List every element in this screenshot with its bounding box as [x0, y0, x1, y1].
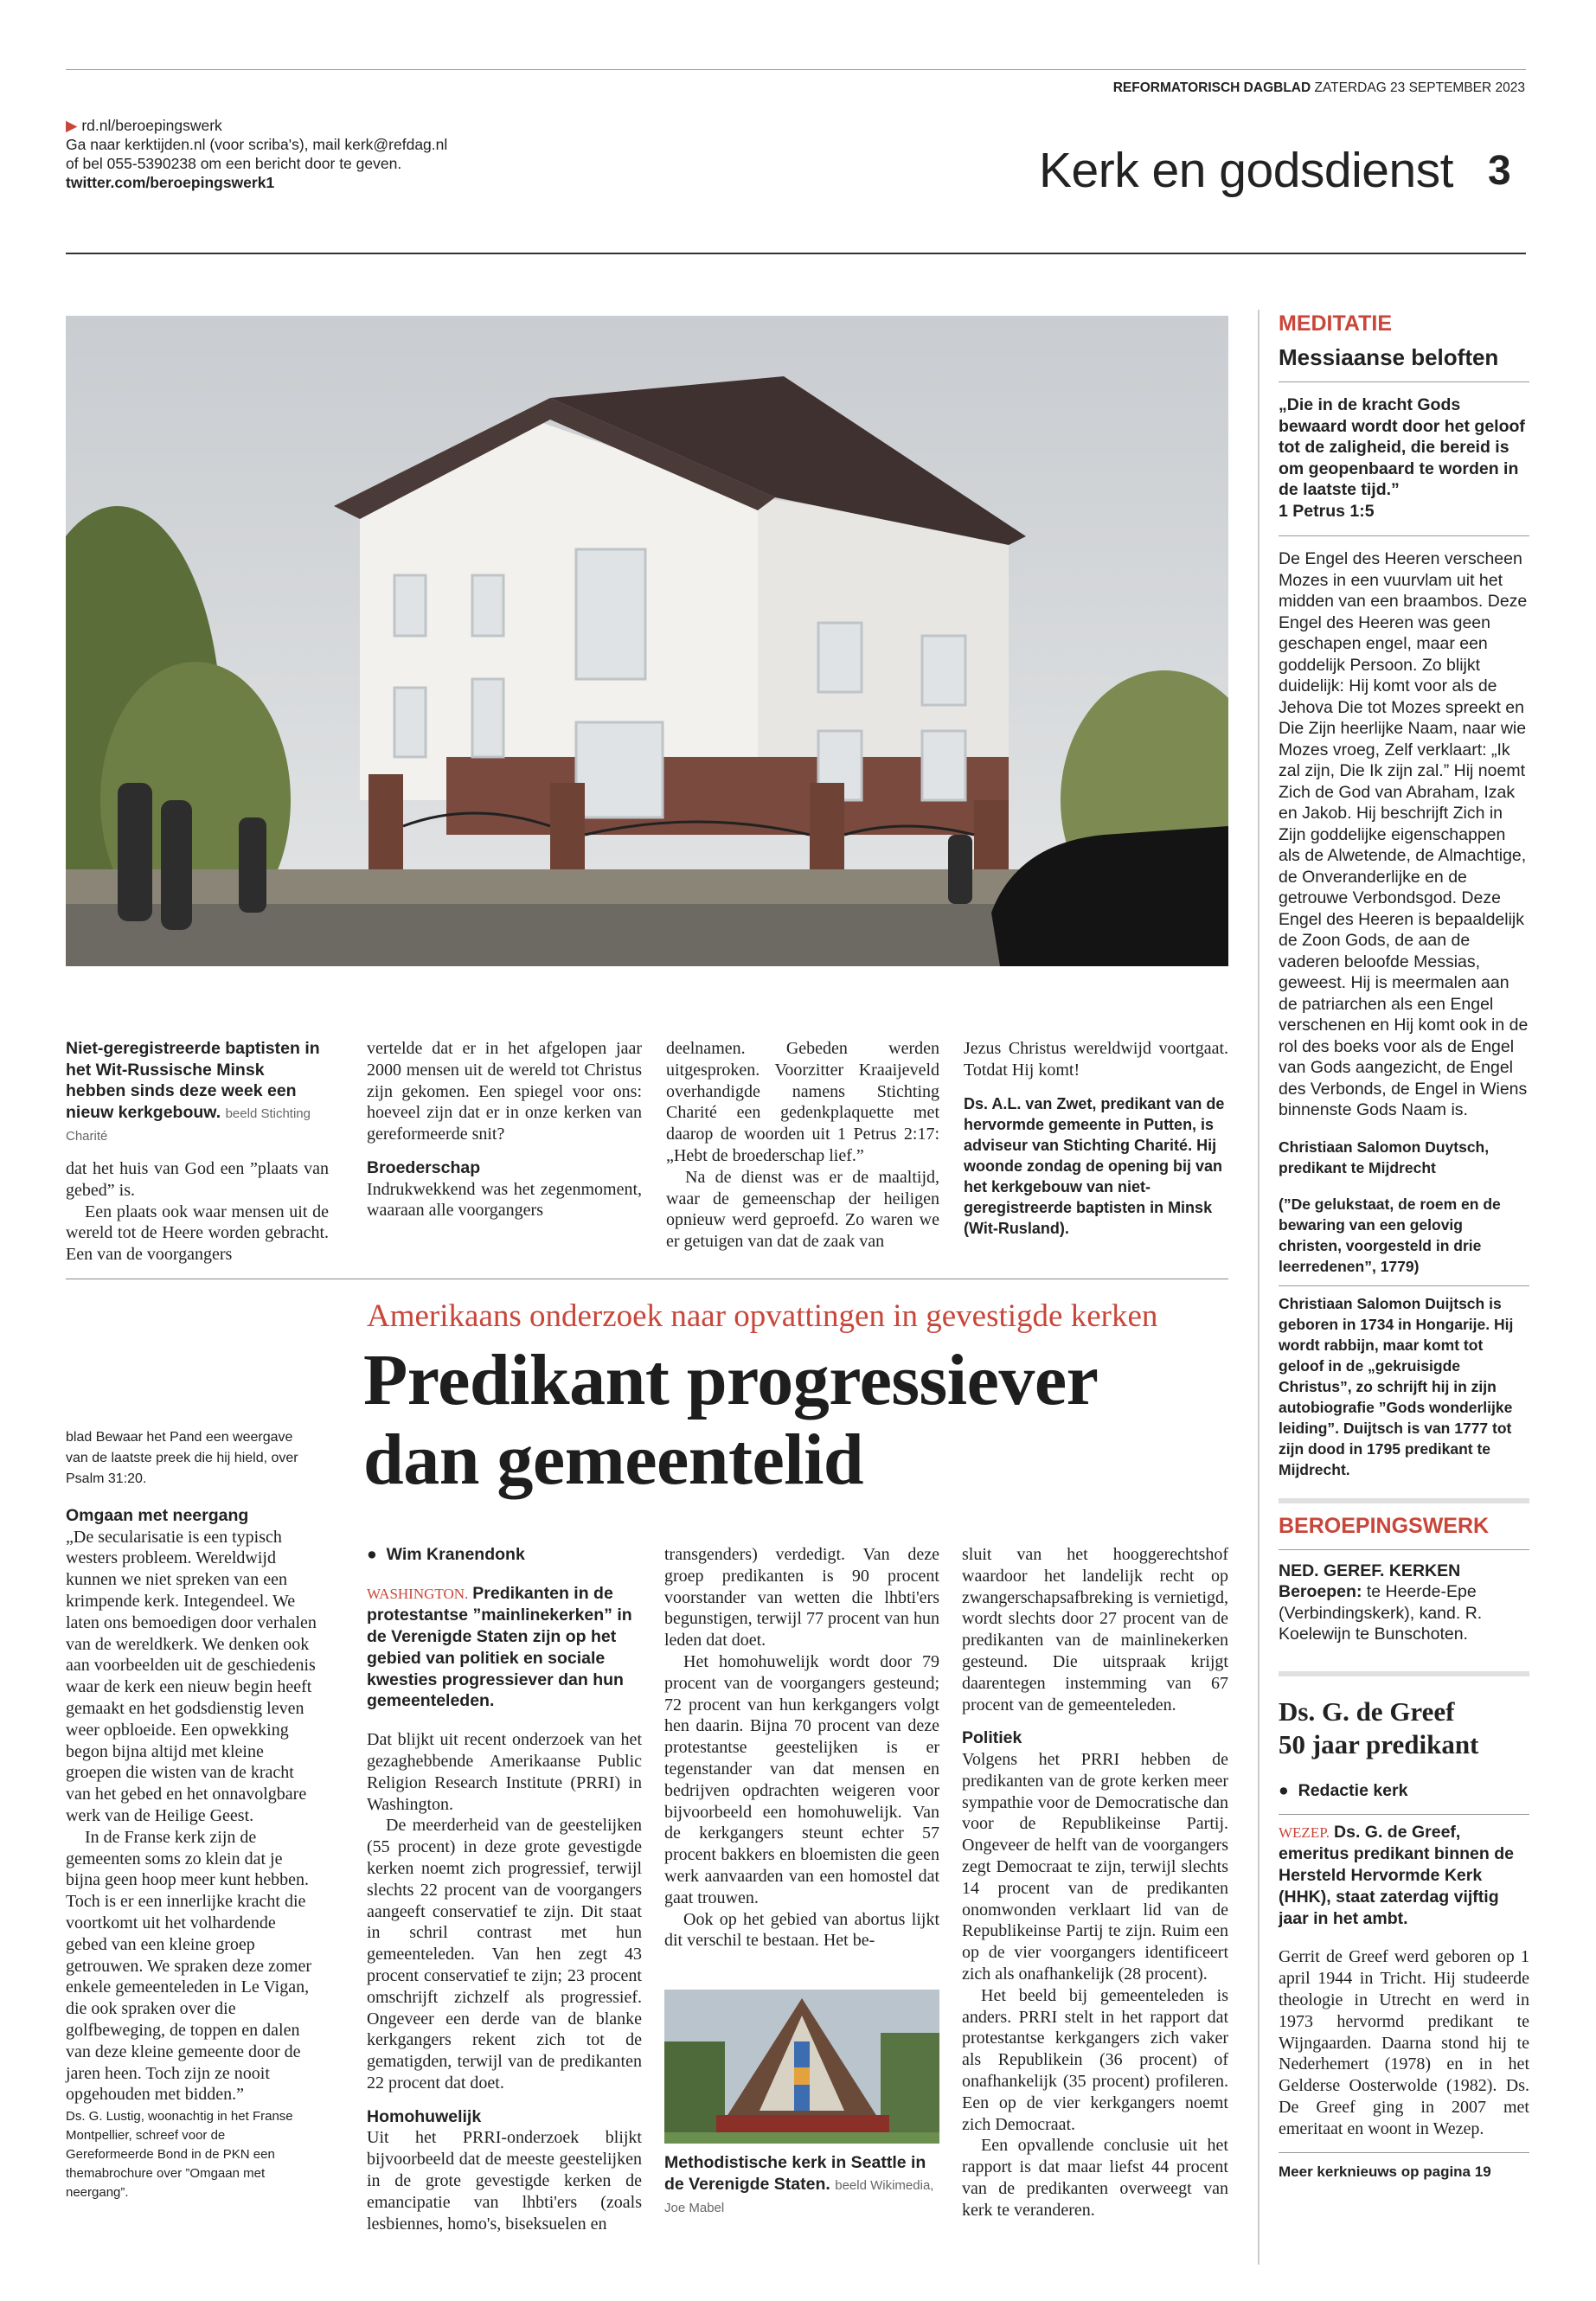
photo-credit: beeld Stichting Charité — [66, 1106, 311, 1144]
sidebar-rule — [1279, 381, 1529, 382]
main-col3 — [962, 1544, 1228, 2221]
left-column — [66, 1427, 317, 2202]
body-text: In de Franse kerk zijn de gemeenten soms zo klein dat je bijna geen hoop meer kunt hebben. Toch is er een innerlijke kracht die voortkomt uit het volhardende gebed van een kleine groep getrouwen. We spraken deze zomer enkele gemeenteleden in Le Vigan, die ook spraken over die golfbeweging, de toppen en dalen van deze kleine gemeente door de jaren heen. Toch zijn ze nooit opgehouden met bidden.” — [66, 1827, 312, 2105]
dateline: WASHINGTON. — [367, 1585, 469, 1602]
dateline: WEZEP. — [1279, 1823, 1330, 1841]
body-text: dat het huis van God een ”plaats van gebed” is. — [66, 1158, 329, 1200]
body-text: Een opvallende conclusie uit het rapport is dat maar liefst 44 procent van de predikanten overweegt van kerk te veranderen. — [962, 2136, 1228, 2220]
header-rule — [66, 253, 1526, 254]
more-news-link[interactable]: Meer kerknieuws op pagina 19 — [1279, 2163, 1491, 2180]
meditatie-source: (”De gelukstaat, de roem en de bewaring van een gelovig christen, voorgesteld in drie leerredenen”, 1779) — [1279, 1195, 1501, 1275]
bullet-icon: ● — [367, 1545, 377, 1564]
top-rule — [66, 69, 1526, 70]
section-title: Kerk en godsdienst — [1039, 143, 1453, 198]
subhead: Politiek — [962, 1728, 1022, 1748]
photo-article-col3 — [666, 1038, 939, 1253]
page-number: 3 — [1488, 148, 1511, 194]
body-text: vertelde dat er in het afgelopen jaar 2000 mensen uit de wereld tot Christus zijn gekomen. Een spiegel voor ons: hoeveel zijn dat er in onze kerken van gereformeerde snit? — [367, 1039, 642, 1144]
body-text: Het homohuwelijk wordt door 79 procent van de voorgangers gesteund; 72 procent van hun kerkgangers volgt hen daarin. Bijna 70 procent van deze protestantse geestelijken is er tegenstander van dat mensen en bedrijven opdrachten weigeren voor bijvoorbeeld een homohuwelijk. Van de kerkgangers steunt echter 57 procent bakkers en bloemisten die geen werk aanvaarden van een homostel dat gaat trouwen. — [664, 1651, 939, 1907]
sidebar-rule — [1279, 1549, 1529, 1550]
byline: Redactie kerk — [1298, 1781, 1408, 1800]
photo-credit: beeld Wikimedia, Joe Mabel — [664, 2177, 934, 2216]
sidebar-rule — [1279, 1814, 1529, 1815]
beroepingswerk-label: BEROEPINGSWERK — [1279, 1514, 1490, 1538]
lead: Predikanten in de protestantse ”mainlinekerken” in de Verenigde Staten zijn op het gebied van politiek en sociale kwesties progressiever dan hun gemeenteleden. — [367, 1583, 632, 1711]
paper-name: REFORMATORISCH DAGBLAD — [1112, 80, 1311, 95]
meditatie-author: Christiaan Salomon Duytsch, predikant te Mijdrecht — [1279, 1138, 1490, 1176]
methodist-caption — [664, 2152, 939, 2220]
meditatie-body: De Engel des Heeren verscheen Mozes in een vuurvlam uit het midden van een braambos. Deze Engel des Heeren was geen geschapen engel, maar een goddelijk Persoon. Zo blijkt duidelijk: Hij komt voor als de Jehova Die tot Mozes spreekt en Die Zijn heerlijke Naam, naar wie Mozes vroeg, Zelf verklaart: „Ik zal zijn, Die Ik zijn zal.” Hij noemt Zich de God van Abraham, Izak en Jakob. Hij beschrijft Zich in Zijn goddelijke eigenschappen als de Alwetende, de Almachtige, de Onveranderlijke en de getrouwe Verbondsgod. Deze Engel des Heeren is bepaaldelijk de Zoon Gods, de aan de vaderen beloofde Messias, geweest. Hij is meermalen aan de patriarchen als een Engel verschenen en Hij komt ook in de rol des boeks voor als de Engel van Gods aangezicht, de Engel des Verbonds, de Engel in Wiens binnenste Gods Naam is. — [1279, 549, 1529, 1120]
photo-article-col1 — [66, 1038, 329, 1266]
beroepen-label: Beroepen: — [1279, 1582, 1362, 1602]
meditatie-title: Messiaanse beloften — [1279, 343, 1499, 370]
body-text: Ook op het gebied van abortus lijkt dit verschil te bestaan. Het be- — [664, 1909, 939, 1951]
author-bio: Christiaan Salomon Duijtsch is geboren in 1734 in Hongarije. Hij wordt rabbijn, maar komt tot geloof in de „gekruisigde Christus”, zo schrijft hij in zijn autobiografie ”Gods wonderlijke leiding”. Duijtsch is van 1777 tot zijn dood in 1795 predikant te Mijdrecht. — [1279, 1294, 1514, 1478]
title-line: 50 jaar predikant — [1279, 1729, 1479, 1759]
beroepen-text: te Heerde-Epe (Verbindingskerk), kand. R. Koelewijn te Bunschoten. — [1279, 1582, 1483, 1644]
sidebar-rule — [1279, 1285, 1529, 1286]
bible-ref: 1 Petrus 1:5 — [1279, 501, 1375, 521]
body-text: deelnamen. Gebeden werden uitgesproken. Voorzitter Kraaijeveld overhandigde namens Stichting Charité een gedenkplaquette met daarop de woorden uit 1 Petrus 2:17: „Hebt de broederschap lief.” — [666, 1039, 939, 1165]
meditatie-label: MEDITATIE — [1279, 311, 1393, 336]
main-kicker: Amerikaans onderzoek naar opvattingen in gevestigde kerken — [367, 1298, 1158, 1334]
author-bio: Ds. A.L. van Zwet, predikant van de hervormde gemeente in Putten, is adviseur van Stichting Charité. Hij woonde zondag de opening bij van het kerkgebouw van niet-geregistreerde baptisten in Minsk (Wit-Rusland). — [964, 1094, 1225, 1237]
sidebar-rule — [1279, 535, 1529, 536]
headline-line: dan gemeentelid — [363, 1420, 864, 1500]
body-text: De meerderheid van de geestelijken (55 procent) in deze grote gevestigde kerken noemt zich progressief, terwijl slechts 22 procent van de voorgangers aangeeft conservatief te zijn. Dit staat in schril contrast met hun gemeenteleden. Van hen zegt 43 procent conservatief te zijn; 23 procent omschrijft zichzelf als progressief. Ongeveer een derde van de blanke kerkgangers rekent zich tot de gematigden, terwijl van de predikanten 22 procent dat doet. — [367, 1816, 642, 2093]
title-line: Ds. G. de Greef — [1279, 1696, 1455, 1727]
body-text: Na de dienst was er de maaltijd, waar de gemeenschap der heiligen opnieuw werd geproefd. Zo waren we er getuigen van dat de zaak van — [666, 1167, 939, 1252]
subhead: Broederschap — [367, 1157, 481, 1177]
header-contact — [66, 116, 447, 192]
intro-text: blad Bewaar het Pand een weergave van de laatste preek die hij hield, over Psalm 31:20. — [66, 1430, 298, 1486]
body-text: Dat blijkt uit recent onderzoek van het gezaghebbende Amerikaanse Public Religion Research Institute (PRRI) in Washington. — [367, 1730, 642, 1814]
paper-date: ZATERDAG 23 SEPTEMBER 2023 — [1314, 80, 1525, 95]
photo-caption: Methodistische kerk in Seattle in de Verenigde Staten. — [664, 2153, 926, 2194]
column-gap — [343, 1298, 344, 2258]
body-text: „De secularisatie is een typisch westers probleem. Wereldwijd kunnen we niet spreken van een krimpende kerk. Integendeel. We laten ons bemoedigen door verhalen van de wereldkerk. We denken ook aan voorbeelden uit de geschiedenis waar de kerk een nieuw begin heeft gemaakt en het godsdienstig leven weer opbloeide. Een opwekking begon bijna altijd met kleine groepen die wisten van de kracht van het gebed en het onnavolgbare werk van de Heilige Geest. — [66, 1527, 317, 1825]
body-text: Volgens het PRRI hebben de predikanten van de grote kerken meer sympathie voor de Democratische dan voor de Republikeinse Partij. Ongeveer de helft van de voorgangers zegt Democraat te zijn, terwijl slechts 14 procent van de predikanten onomwonden verklaart lid van de Republikeinse Partij te zijn. Ruim een op de vier voorgangers identificeert zich als onafhankelijk (28 procent). — [962, 1749, 1228, 1984]
photo-article-col4 — [964, 1038, 1228, 1239]
bullet-icon: ● — [1279, 1781, 1289, 1800]
main-col2 — [664, 1544, 939, 1952]
body-text: Gerrit de Greef werd geboren op 1 april 1944 in Tricht. Hij studeerde theologie in Utrecht en werd in 1973 hervormd predikant te Wijngaarden. Daarna stond hij te Nederhemert (1978) en in het Gelderse Oosterwolde (1982). Ds. De Greef ging in 2007 met emeritaat en woont in Wezep. — [1279, 1947, 1529, 2138]
body-text: Jezus Christus wereldwijd voortgaat. Totdat Hij komt! — [964, 1039, 1228, 1080]
sidebar-separator — [1279, 1498, 1529, 1503]
author-bio: Ds. G. Lustig, woonachtig in het Franse Montpellier, schreef voor de Gereformeerde Bond in de PKN een themabrochure over ”Omgaan met neergang”. — [66, 2109, 293, 2201]
body-text: Uit het PRRI-onderzoek blijkt bijvoorbeeld dat de meeste geestelijken in de grote gevestigde kerken de emancipatie van lhbti'ers (zoals lesbiennes, homo's, biseksuelen en — [367, 2128, 642, 2234]
twitter-link[interactable]: twitter.com/beroepingswerk1 — [66, 174, 275, 191]
meditatie-box — [1279, 313, 1529, 1480]
photo-article-col2 — [367, 1038, 642, 1221]
main-col1 — [367, 1544, 642, 2234]
subhead: Omgaan met neergang — [66, 1506, 249, 1525]
link-beroepingswerk[interactable]: rd.nl/beroepingswerk — [81, 117, 222, 134]
main-headline — [363, 1341, 1237, 1500]
paper-dateline — [1113, 80, 1525, 96]
body-text: Het beeld bij gemeenteleden is anders. PRRI stelt in het rapport dat protestantse kerkgangers zich vaker als Republikein (36 procent) of onafhankelijk (35 procent) profileren. Een op de vier kerkgangers noemt zich Democraat. — [962, 1985, 1228, 2134]
church-name: NED. GEREF. KERKEN — [1279, 1561, 1461, 1580]
body-text: sluit van het hooggerechtshof waardoor het landelijk recht op zwangerschapsafbreking is vernietigd, wordt slechts door 27 procent van de predikanten van de mainlinekerken gesteund. Die uitspraak krijgt daarentegen instemming van 67 procent van de gemeenteleden. — [962, 1545, 1228, 1715]
subhead: Homohuwelijk — [367, 2106, 482, 2126]
sidebar-separator — [1279, 1671, 1529, 1676]
headline-line: Predikant progressiever — [363, 1340, 1099, 1420]
church-photo — [66, 316, 1228, 966]
contact-line: of bel 055-5390238 om een bericht door te geven. — [66, 155, 402, 172]
greef-article — [1279, 1695, 1529, 2182]
body-text: Indrukwekkend was het zegenmoment, waaraan alle voorgangers — [367, 1179, 642, 1221]
greef-title — [1279, 1695, 1529, 1761]
sidebar-rule — [1279, 2152, 1529, 2153]
byline: Wim Kranendonk — [386, 1545, 525, 1564]
body-text: transgenders) verdedigt. Van deze groep predikanten is 90 procent voorstander van wetten die lhbti'ers begunstigen, terwijl 77 procent van hun leden dat doet. — [664, 1545, 939, 1650]
contact-line: Ga naar kerktijden.nl (voor scriba's), mail kerk@refdag.nl — [66, 136, 448, 153]
beroepingswerk-box — [1279, 1516, 1529, 1645]
photo-caption: Niet-geregistreerde baptisten in het Wit-Russische Minsk hebben sinds deze week een nieuw kerkgebouw. — [66, 1039, 320, 1122]
methodist-church-photo — [664, 1990, 939, 2144]
bible-quote: „Die in de kracht Gods bewaard wordt door het geloof tot de zaligheid, die bereid is om geopenbaard te worden in de laatste tijd.” — [1279, 395, 1525, 500]
body-text: Een plaats ook waar mensen uit de wereld tot de Heere worden gebracht. Een van de voorgangers — [66, 1202, 329, 1265]
lead: Ds. G. de Greef, emeritus predikant binnen de Hersteld Hervormde Kerk (HHK), staat zaterdag vijftig jaar in het ambt. — [1279, 1822, 1514, 1928]
sidebar-divider — [1258, 310, 1259, 2265]
arrow-icon: ▶ — [66, 117, 78, 134]
